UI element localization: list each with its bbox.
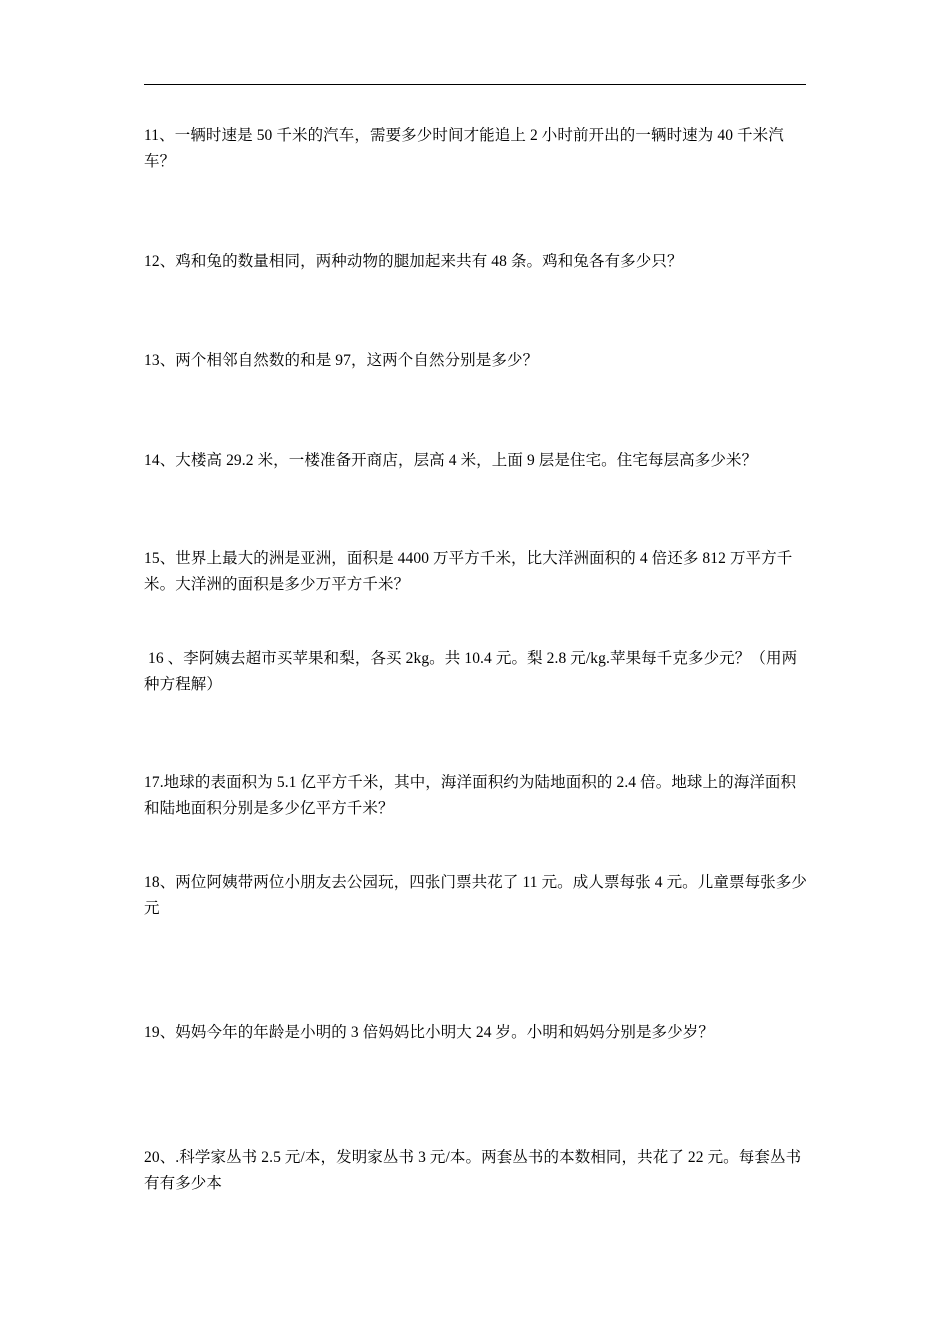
- problem-11: 11、一辆时速是 50 千米的汽车，需要多少时间才能追上 2 小时前开出的一辆时速为 40 千米汽车？: [144, 127, 784, 170]
- problem-16: 16 、李阿姨去超市买苹果和梨，各买 2kg。共 10.4 元。梨 2.8 元/kg.苹果每千克多少元？（用两种方程解）: [144, 650, 798, 693]
- header-rule: [144, 84, 806, 85]
- problem-13: 13、两个相邻自然数的和是 97，这两个自然分别是多少？: [144, 352, 539, 369]
- problem-17: 17.地球的表面积为 5.1 亿平方千米，其中，海洋面积约为陆地面积的 2.4 倍。地球上的海洋面积和陆地面积分别是多少亿平方千米？: [144, 774, 797, 817]
- problem-20: 20、.科学家丛书 2.5 元/本，发明家丛书 3 元/本。两套丛书的本数相同，共花了 22 元。每套丛书有有多少本: [144, 1149, 802, 1192]
- problem-14: 14、大楼高 29.2 米，一楼准备开商店，层高 4 米，上面 9 层是住宅。住宅每层高多少米？: [144, 452, 758, 469]
- problem-18: 18、两位阿姨带两位小朋友去公园玩，四张门票共花了 11 元。成人票每张 4 元。儿童票每张多少元: [144, 874, 807, 917]
- problem-19: 19、妈妈今年的年龄是小明的 3 倍妈妈比小明大 24 岁。小明和妈妈分别是多少岁？: [144, 1024, 714, 1041]
- problem-12: 12、鸡和兔的数量相同，两种动物的腿加起来共有 48 条。鸡和兔各有多少只？: [144, 253, 683, 270]
- problem-15: 15、世界上最大的洲是亚洲，面积是 4400 万平方千米，比大洋洲面积的 4 倍还多 812 万平方千米。大洋洲的面积是多少万平方千米？: [144, 550, 793, 593]
